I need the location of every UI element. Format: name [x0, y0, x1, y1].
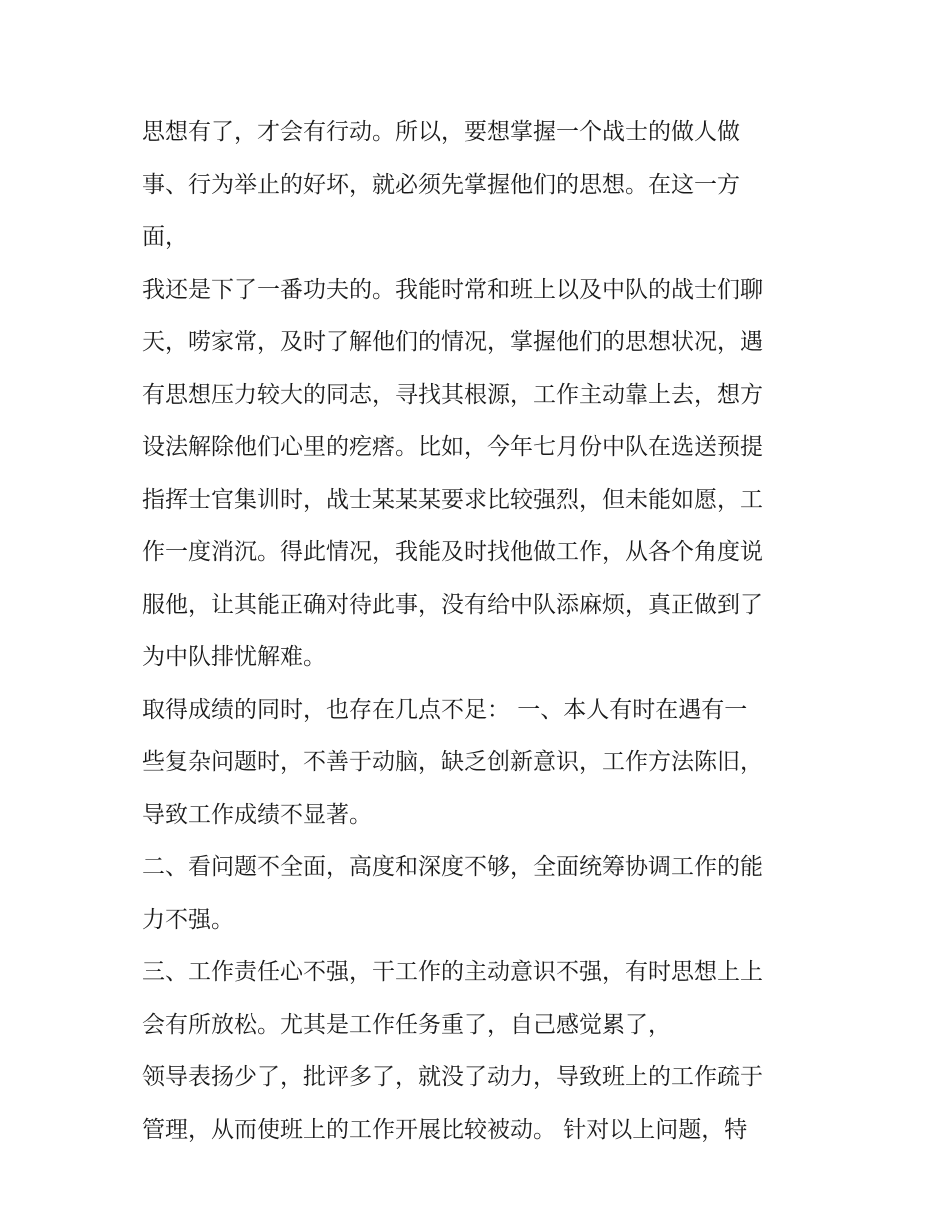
text-line: 天，唠家常，及时了解他们的情况，掌握他们的思想状况，遇 — [142, 329, 763, 355]
text-line: 有思想压力较大的同志，寻找其根源，工作主动靠上去，想方 — [142, 381, 763, 408]
text-line: 为中队排忧解难。 — [142, 644, 326, 670]
text-line: 管理，从而使班上的工作开展比较被动。 针对以上问题，特 — [142, 1116, 748, 1143]
text-line: 会有所放松。尤其是工作任务重了，自己感觉累了， — [142, 1011, 671, 1038]
text-line: 作一度消沉。得此情况，我能及时找他做工作，从各个角度说 — [142, 539, 763, 565]
text-line: 取得成绩的同时，也存在几点不足： 一、本人有时在遇有一 — [142, 696, 748, 723]
text-line: 服他，让其能正确对待此事，没有给中队添麻烦，真正做到了 — [142, 591, 763, 618]
text-line: 领导表扬少了，批评多了，就没了动力，导致班上的工作疏于 — [142, 1064, 763, 1090]
text-line: 指挥士官集训时，战士某某某要求比较强烈，但未能如愿，工 — [142, 486, 763, 513]
text-line: 导致工作成绩不显著。 — [142, 801, 372, 828]
text-line: 二、看问题不全面，高度和深度不够，全面统筹协调工作的能 — [142, 854, 763, 880]
text-line: 思想有了，才会有行动。所以，要想掌握一个战士的做人做 — [142, 119, 740, 145]
text-line: 我还是下了一番功夫的。我能时常和班上以及中队的战士们聊 — [142, 276, 763, 303]
text-line: 事、行为举止的好坏，就必须先掌握他们的思想。在这一方 — [142, 171, 740, 198]
text-line: 三、工作责任心不强，干工作的主动意识不强，有时思想上上 — [142, 959, 763, 985]
text-line: 些复杂问题时，不善于动脑，缺乏创新意识，工作方法陈旧， — [142, 749, 763, 775]
text-line: 力不强。 — [142, 906, 234, 933]
text-line: 面， — [142, 224, 188, 250]
body-text — [142, 106, 832, 1156]
text-line: 设法解除他们心里的疙瘩。比如，今年七月份中队在选送预提 — [142, 434, 763, 460]
